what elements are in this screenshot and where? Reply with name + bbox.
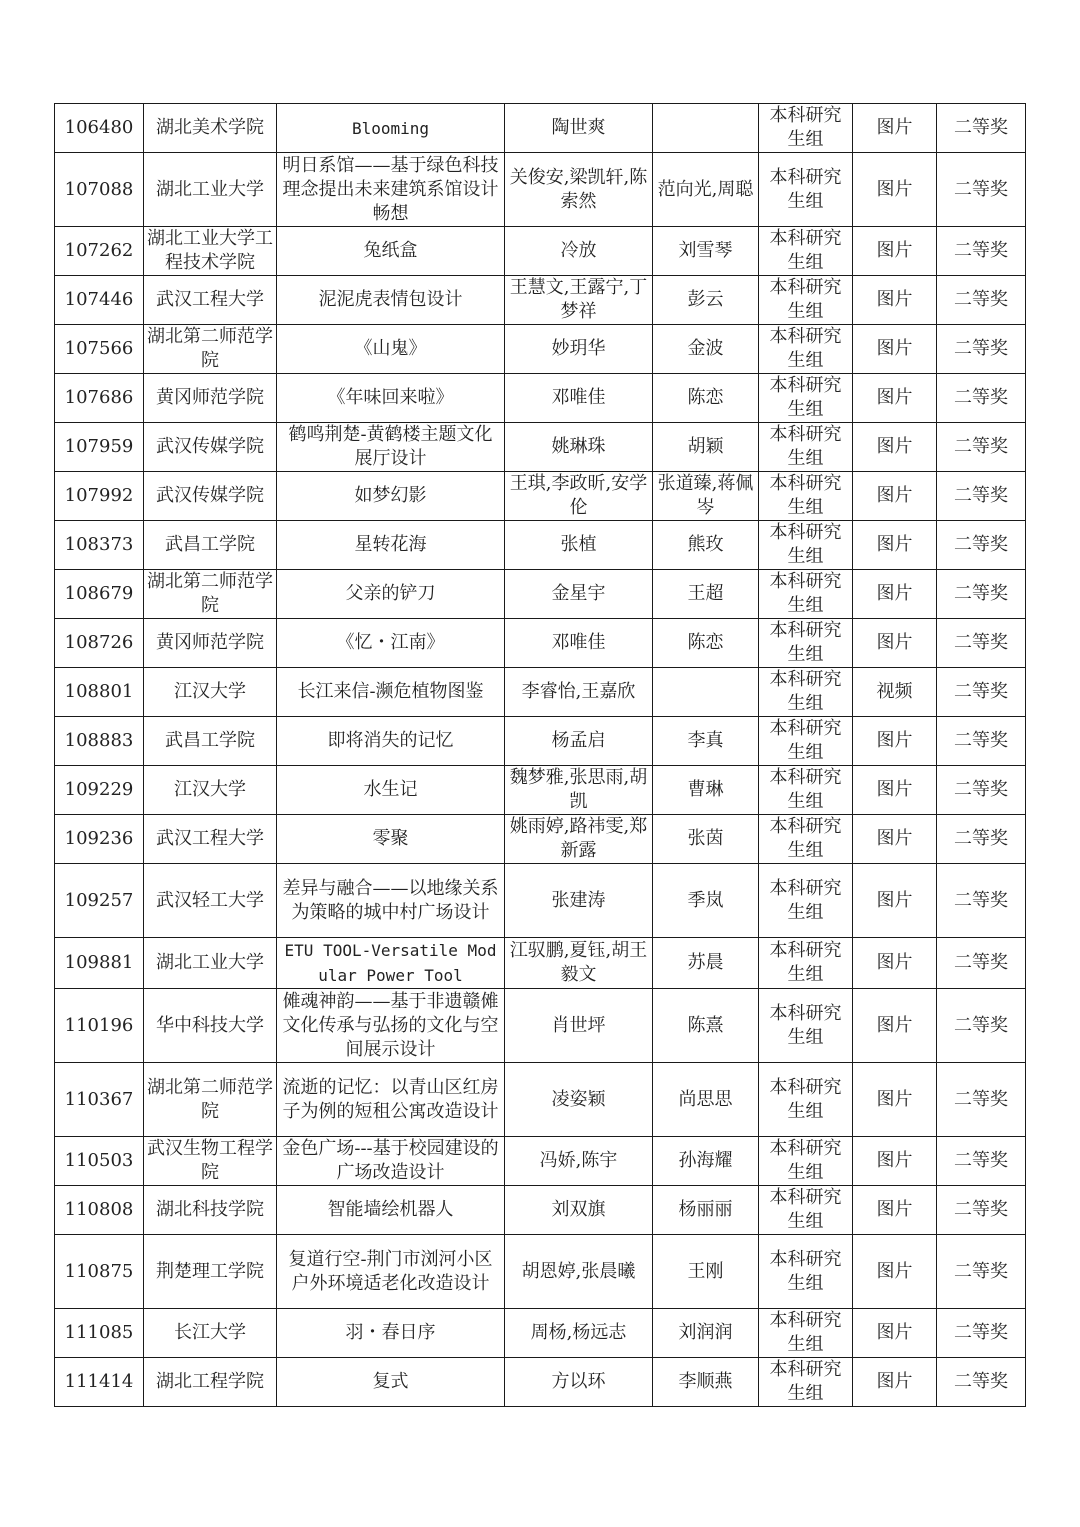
table-row <box>55 1235 1026 1309</box>
school-cell: 华中科技大学 <box>144 989 277 1063</box>
school-cell: 武汉传媒学院 <box>144 472 277 521</box>
advisor-cell: 陈熹 <box>653 989 759 1063</box>
authors-cell: 江驭鹏,夏钰,胡王毅文 <box>505 938 653 989</box>
type-cell: 图片 <box>853 227 937 276</box>
title-cell: 复道行空-荆门市浏河小区户外环境适老化改造设计 <box>277 1235 505 1309</box>
id-cell: 107566 <box>55 325 144 374</box>
id-cell: 111085 <box>55 1309 144 1358</box>
school-cell: 湖北第二师范学院 <box>144 570 277 619</box>
advisor-cell: 刘雪琴 <box>653 227 759 276</box>
advisor-cell <box>653 104 759 153</box>
id-cell: 107959 <box>55 423 144 472</box>
authors-cell: 肖世坪 <box>505 989 653 1063</box>
id-cell: 110196 <box>55 989 144 1063</box>
advisor-cell: 范向光,周聪 <box>653 153 759 227</box>
group-cell: 本科研究生组 <box>759 153 853 227</box>
school-cell: 武昌工学院 <box>144 717 277 766</box>
award-cell: 二等奖 <box>937 104 1026 153</box>
table-row <box>55 864 1026 938</box>
id-cell: 106480 <box>55 104 144 153</box>
school-cell: 荆楚理工学院 <box>144 1235 277 1309</box>
group-cell: 本科研究生组 <box>759 570 853 619</box>
table-row <box>55 1309 1026 1358</box>
table-row <box>55 153 1026 227</box>
authors-cell: 凌姿颖 <box>505 1063 653 1137</box>
award-cell: 二等奖 <box>937 766 1026 815</box>
authors-cell: 姚琳珠 <box>505 423 653 472</box>
title-cell: 长江来信-濒危植物图鉴 <box>277 668 505 717</box>
id-cell: 110875 <box>55 1235 144 1309</box>
group-cell: 本科研究生组 <box>759 227 853 276</box>
id-cell: 108801 <box>55 668 144 717</box>
title-cell: 水生记 <box>277 766 505 815</box>
type-cell: 图片 <box>853 521 937 570</box>
type-cell: 图片 <box>853 938 937 989</box>
group-cell: 本科研究生组 <box>759 1186 853 1235</box>
id-cell: 108726 <box>55 619 144 668</box>
table-row <box>55 989 1026 1063</box>
group-cell: 本科研究生组 <box>759 521 853 570</box>
title-cell: 《年味回来啦》 <box>277 374 505 423</box>
table-row <box>55 1358 1026 1407</box>
title-cell: 《山鬼》 <box>277 325 505 374</box>
id-cell: 108883 <box>55 717 144 766</box>
id-cell: 111414 <box>55 1358 144 1407</box>
school-cell: 湖北工业大学工程技术学院 <box>144 227 277 276</box>
advisor-cell: 尚思思 <box>653 1063 759 1137</box>
group-cell: 本科研究生组 <box>759 423 853 472</box>
award-cell: 二等奖 <box>937 1063 1026 1137</box>
school-cell: 武汉轻工大学 <box>144 864 277 938</box>
title-cell: 金色广场---基于校园建设的广场改造设计 <box>277 1137 505 1186</box>
title-cell: 差异与融合——以地缘关系为策略的城中村广场设计 <box>277 864 505 938</box>
award-cell: 二等奖 <box>937 864 1026 938</box>
award-cell: 二等奖 <box>937 938 1026 989</box>
group-cell: 本科研究生组 <box>759 1309 853 1358</box>
award-cell: 二等奖 <box>937 815 1026 864</box>
authors-cell: 胡恩婷,张晨曦 <box>505 1235 653 1309</box>
id-cell: 108373 <box>55 521 144 570</box>
authors-cell: 张建涛 <box>505 864 653 938</box>
title-cell: 傩魂神韵——基于非遗赣傩文化传承与弘扬的文化与空间展示设计 <box>277 989 505 1063</box>
group-cell: 本科研究生组 <box>759 1137 853 1186</box>
table-row <box>55 521 1026 570</box>
table-row <box>55 325 1026 374</box>
award-cell: 二等奖 <box>937 521 1026 570</box>
award-cell: 二等奖 <box>937 1186 1026 1235</box>
id-cell: 110367 <box>55 1063 144 1137</box>
table-row <box>55 472 1026 521</box>
group-cell: 本科研究生组 <box>759 668 853 717</box>
school-cell: 黄冈师范学院 <box>144 374 277 423</box>
advisor-cell: 苏晨 <box>653 938 759 989</box>
advisor-cell: 杨丽丽 <box>653 1186 759 1235</box>
table-row <box>55 104 1026 153</box>
id-cell: 109257 <box>55 864 144 938</box>
authors-cell: 妙玥华 <box>505 325 653 374</box>
advisor-cell: 曹琳 <box>653 766 759 815</box>
type-cell: 图片 <box>853 472 937 521</box>
school-cell: 武汉传媒学院 <box>144 423 277 472</box>
type-cell: 图片 <box>853 989 937 1063</box>
type-cell: 图片 <box>853 766 937 815</box>
school-cell: 长江大学 <box>144 1309 277 1358</box>
award-cell: 二等奖 <box>937 423 1026 472</box>
advisor-cell: 张道臻,蒋佩岑 <box>653 472 759 521</box>
advisor-cell: 张茵 <box>653 815 759 864</box>
id-cell: 108679 <box>55 570 144 619</box>
school-cell: 武汉工程大学 <box>144 815 277 864</box>
advisor-cell: 胡颖 <box>653 423 759 472</box>
id-cell: 107446 <box>55 276 144 325</box>
group-cell: 本科研究生组 <box>759 325 853 374</box>
group-cell: 本科研究生组 <box>759 1235 853 1309</box>
title-cell: 星转花海 <box>277 521 505 570</box>
award-cell: 二等奖 <box>937 717 1026 766</box>
title-cell: 《忆・江南》 <box>277 619 505 668</box>
title-cell: 父亲的铲刀 <box>277 570 505 619</box>
table-row <box>55 1063 1026 1137</box>
table-row <box>55 766 1026 815</box>
title-cell: 流逝的记忆：以青山区红房子为例的短租公寓改造设计 <box>277 1063 505 1137</box>
school-cell: 湖北科技学院 <box>144 1186 277 1235</box>
table-body <box>55 104 1026 1407</box>
id-cell: 109881 <box>55 938 144 989</box>
authors-cell: 冯娇,陈宇 <box>505 1137 653 1186</box>
authors-cell: 金星宇 <box>505 570 653 619</box>
school-cell: 湖北工业大学 <box>144 938 277 989</box>
type-cell: 图片 <box>853 325 937 374</box>
type-cell: 图片 <box>853 153 937 227</box>
group-cell: 本科研究生组 <box>759 1063 853 1137</box>
award-cell: 二等奖 <box>937 1235 1026 1309</box>
id-cell: 107088 <box>55 153 144 227</box>
group-cell: 本科研究生组 <box>759 1358 853 1407</box>
id-cell: 107992 <box>55 472 144 521</box>
type-cell: 图片 <box>853 1358 937 1407</box>
award-cell: 二等奖 <box>937 1137 1026 1186</box>
type-cell: 图片 <box>853 374 937 423</box>
type-cell: 图片 <box>853 1235 937 1309</box>
school-cell: 武汉工程大学 <box>144 276 277 325</box>
award-cell: 二等奖 <box>937 619 1026 668</box>
type-cell: 图片 <box>853 276 937 325</box>
table-row <box>55 227 1026 276</box>
school-cell: 湖北第二师范学院 <box>144 325 277 374</box>
advisor-cell: 王刚 <box>653 1235 759 1309</box>
advisor-cell: 彭云 <box>653 276 759 325</box>
table-row <box>55 938 1026 989</box>
authors-cell: 关俊安,梁凯轩,陈索然 <box>505 153 653 227</box>
advisor-cell: 陈恋 <box>653 619 759 668</box>
id-cell: 107686 <box>55 374 144 423</box>
authors-cell: 张植 <box>505 521 653 570</box>
group-cell: 本科研究生组 <box>759 717 853 766</box>
title-cell: 零聚 <box>277 815 505 864</box>
advisor-cell: 李顺燕 <box>653 1358 759 1407</box>
table-row <box>55 1186 1026 1235</box>
award-cell: 二等奖 <box>937 153 1026 227</box>
school-cell: 江汉大学 <box>144 668 277 717</box>
authors-cell: 陶世爽 <box>505 104 653 153</box>
title-cell: Blooming <box>277 104 505 153</box>
table-row <box>55 570 1026 619</box>
table-row <box>55 717 1026 766</box>
title-cell: 即将消失的记忆 <box>277 717 505 766</box>
title-cell: 智能墙绘机器人 <box>277 1186 505 1235</box>
group-cell: 本科研究生组 <box>759 938 853 989</box>
authors-cell: 冷放 <box>505 227 653 276</box>
authors-cell: 杨孟启 <box>505 717 653 766</box>
advisor-cell: 孙海耀 <box>653 1137 759 1186</box>
type-cell: 图片 <box>853 423 937 472</box>
table-row <box>55 815 1026 864</box>
school-cell: 湖北第二师范学院 <box>144 1063 277 1137</box>
title-cell: ETU TOOL-Versatile Modular Power Tool <box>277 938 505 989</box>
school-cell: 武昌工学院 <box>144 521 277 570</box>
title-cell: 明日系馆——基于绿色科技理念提出未来建筑系馆设计畅想 <box>277 153 505 227</box>
authors-cell: 王慧文,王露宁,丁梦祥 <box>505 276 653 325</box>
table-row <box>55 276 1026 325</box>
table-row <box>55 374 1026 423</box>
group-cell: 本科研究生组 <box>759 619 853 668</box>
group-cell: 本科研究生组 <box>759 276 853 325</box>
type-cell: 图片 <box>853 104 937 153</box>
type-cell: 图片 <box>853 570 937 619</box>
school-cell: 武汉生物工程学院 <box>144 1137 277 1186</box>
type-cell: 图片 <box>853 864 937 938</box>
authors-cell: 方以环 <box>505 1358 653 1407</box>
authors-cell: 刘双旗 <box>505 1186 653 1235</box>
group-cell: 本科研究生组 <box>759 766 853 815</box>
award-cell: 二等奖 <box>937 276 1026 325</box>
title-cell: 复式 <box>277 1358 505 1407</box>
type-cell: 图片 <box>853 1309 937 1358</box>
award-cell: 二等奖 <box>937 1358 1026 1407</box>
advisor-cell: 陈恋 <box>653 374 759 423</box>
advisor-cell: 王超 <box>653 570 759 619</box>
type-cell: 图片 <box>853 717 937 766</box>
table-row <box>55 423 1026 472</box>
authors-cell: 邓唯佳 <box>505 374 653 423</box>
group-cell: 本科研究生组 <box>759 472 853 521</box>
award-cell: 二等奖 <box>937 668 1026 717</box>
authors-cell: 周杨,杨远志 <box>505 1309 653 1358</box>
type-cell: 图片 <box>853 619 937 668</box>
advisor-cell <box>653 668 759 717</box>
type-cell: 图片 <box>853 815 937 864</box>
advisor-cell: 金波 <box>653 325 759 374</box>
advisor-cell: 熊玫 <box>653 521 759 570</box>
authors-cell: 邓唯佳 <box>505 619 653 668</box>
awards-table <box>54 103 1026 1407</box>
school-cell: 湖北工业大学 <box>144 153 277 227</box>
group-cell: 本科研究生组 <box>759 989 853 1063</box>
group-cell: 本科研究生组 <box>759 815 853 864</box>
id-cell: 110503 <box>55 1137 144 1186</box>
title-cell: 兔纸盒 <box>277 227 505 276</box>
id-cell: 107262 <box>55 227 144 276</box>
school-cell: 湖北美术学院 <box>144 104 277 153</box>
id-cell: 109236 <box>55 815 144 864</box>
advisor-cell: 季岚 <box>653 864 759 938</box>
table-row <box>55 668 1026 717</box>
title-cell: 鹤鸣荆楚-黄鹤楼主题文化展厅设计 <box>277 423 505 472</box>
award-cell: 二等奖 <box>937 374 1026 423</box>
award-cell: 二等奖 <box>937 472 1026 521</box>
award-cell: 二等奖 <box>937 325 1026 374</box>
type-cell: 视频 <box>853 668 937 717</box>
authors-cell: 魏梦雅,张思雨,胡凯 <box>505 766 653 815</box>
title-cell: 羽・春日序 <box>277 1309 505 1358</box>
type-cell: 图片 <box>853 1137 937 1186</box>
school-cell: 黄冈师范学院 <box>144 619 277 668</box>
title-cell: 如梦幻影 <box>277 472 505 521</box>
authors-cell: 姚雨婷,路祎雯,郑新露 <box>505 815 653 864</box>
id-cell: 109229 <box>55 766 144 815</box>
award-cell: 二等奖 <box>937 570 1026 619</box>
group-cell: 本科研究生组 <box>759 864 853 938</box>
advisor-cell: 李真 <box>653 717 759 766</box>
id-cell: 110808 <box>55 1186 144 1235</box>
group-cell: 本科研究生组 <box>759 374 853 423</box>
award-cell: 二等奖 <box>937 989 1026 1063</box>
group-cell: 本科研究生组 <box>759 104 853 153</box>
advisor-cell: 刘润润 <box>653 1309 759 1358</box>
authors-cell: 王琪,李政昕,安学伦 <box>505 472 653 521</box>
type-cell: 图片 <box>853 1186 937 1235</box>
school-cell: 江汉大学 <box>144 766 277 815</box>
award-cell: 二等奖 <box>937 1309 1026 1358</box>
authors-cell: 李睿怡,王嘉欣 <box>505 668 653 717</box>
school-cell: 湖北工程学院 <box>144 1358 277 1407</box>
table-row <box>55 619 1026 668</box>
table-row <box>55 1137 1026 1186</box>
title-cell: 泥泥虎表情包设计 <box>277 276 505 325</box>
award-cell: 二等奖 <box>937 227 1026 276</box>
type-cell: 图片 <box>853 1063 937 1137</box>
